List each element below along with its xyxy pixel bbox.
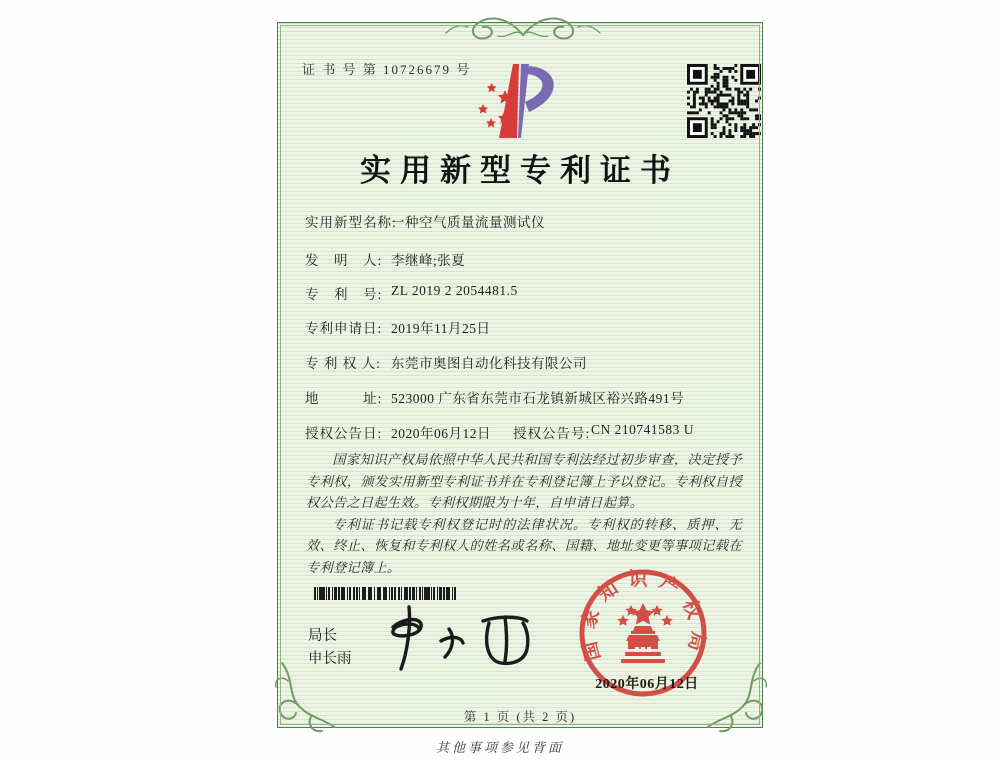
qr-code-icon [687, 64, 761, 138]
seal-date: 2020年06月12日 [595, 677, 699, 692]
field-label: 专利申请日: [305, 321, 383, 336]
legal-text [306, 449, 742, 578]
field-filing-date [305, 317, 491, 337]
field-patent-number [305, 283, 518, 303]
field-label: 实用新型名称: [305, 215, 397, 230]
signer-title: 局长 [308, 628, 337, 644]
certificate-frame [277, 22, 763, 728]
field-value: 东莞市奥图自动化科技有限公司 [391, 356, 587, 371]
back-note: 其他事项参见背面 [435, 740, 564, 755]
field-address [305, 387, 684, 407]
signature-autograph [371, 601, 541, 676]
field-grant-number [513, 422, 694, 442]
field-label: 发 明 人: [305, 253, 383, 268]
legal-paragraph-1: 国家知识产权局依照中华人民共和国专利法经过初步审查，决定授予专利权，颁发实用新型专利证书并在专利登记簿上予以登记。专利权自授权公告之日起生效。专利权期限为十年，自申请日起算。 [306, 452, 742, 510]
certificate-number: 证 书 号 第 10726679 号 [302, 62, 472, 77]
field-value: 2019年11月25日 [391, 321, 491, 336]
top-center-flourish-icon [438, 5, 608, 49]
field-utility-name [305, 211, 545, 231]
certificate-title: 实用新型专利证书 [360, 153, 680, 188]
seal-ring-text: 国家知识产权局 [577, 569, 709, 663]
field-patentee [305, 352, 587, 372]
field-label: 授权公告号: [513, 426, 591, 441]
field-value: 李继峰;张夏 [391, 253, 466, 268]
cnipa-logo-icon [461, 56, 591, 148]
field-label: 专 利 权 人: [305, 356, 381, 371]
signer-name: 申长雨 [308, 651, 352, 667]
field-inventor [305, 249, 465, 269]
field-value: 2020年06月12日 [391, 426, 491, 441]
barcode-icon [314, 587, 457, 600]
field-value: 一种空气质量流量测试仪 [391, 215, 545, 230]
field-label: 地 址: [305, 391, 383, 406]
page-number: 第 1 页 (共 2 页) [463, 710, 577, 724]
field-label: 专 利 号: [305, 287, 383, 302]
field-label: 授权公告日: [305, 426, 383, 441]
field-grant-row [305, 422, 695, 442]
field-value: ZL 2019 2 2054481.5 [391, 283, 518, 298]
field-value: 523000 广东省东莞市石龙镇新城区裕兴路491号 [391, 391, 685, 406]
legal-paragraph-2: 专利证书记载专利权登记时的法律状况。专利权的转移、质押、无效、终止、恢复和专利权人的姓名或名称、国籍、地址变更等事项记载在专利登记簿上。 [306, 516, 742, 575]
signer-block [308, 625, 352, 671]
field-value: CN 210741583 U [591, 422, 695, 437]
